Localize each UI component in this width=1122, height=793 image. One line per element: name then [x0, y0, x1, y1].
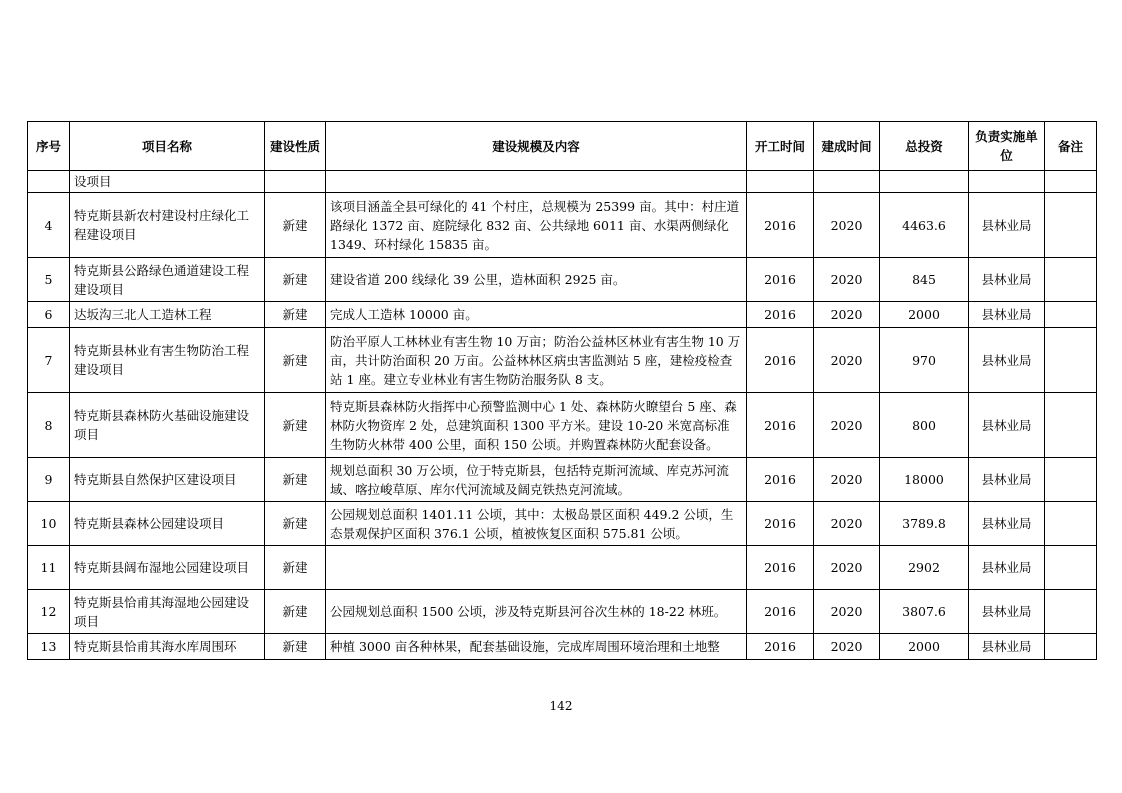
cell-nature: 新建 [265, 458, 326, 502]
header-invest: 总投资 [880, 122, 969, 171]
cell-content: 规划总面积 30 万公顷，位于特克斯县，包括特克斯河流域、库克苏河流域、喀拉峻草原、库尔代河流域及阔克铁热克河流域。 [326, 458, 747, 502]
cell-note [1045, 458, 1097, 502]
cell-name: 特克斯县恰甫其海水库周围环 [70, 634, 265, 660]
cell-nature [265, 171, 326, 193]
cell-seq [28, 171, 70, 193]
cell-finish: 2020 [814, 328, 880, 393]
cell-nature: 新建 [265, 502, 326, 546]
header-content: 建设规模及内容 [326, 122, 747, 171]
table-row [28, 302, 1097, 328]
cell-unit: 县林业局 [969, 302, 1045, 328]
cell-unit: 县林业局 [969, 546, 1045, 590]
cell-unit: 县林业局 [969, 258, 1045, 302]
cell-note [1045, 171, 1097, 193]
cell-seq: 11 [28, 546, 70, 590]
cell-name: 特克斯县恰甫其海湿地公园建设项目 [70, 590, 265, 634]
cell-invest [880, 171, 969, 193]
cell-name: 设项目 [70, 171, 265, 193]
header-nature: 建设性质 [265, 122, 326, 171]
cell-name: 达坂沟三北人工造林工程 [70, 302, 265, 328]
cell-unit [969, 171, 1045, 193]
cell-nature: 新建 [265, 258, 326, 302]
cell-note [1045, 590, 1097, 634]
cell-finish [814, 171, 880, 193]
header-seq: 序号 [28, 122, 70, 171]
cell-start: 2016 [747, 258, 814, 302]
cell-seq: 6 [28, 302, 70, 328]
cell-start: 2016 [747, 393, 814, 458]
cell-invest: 2902 [880, 546, 969, 590]
cell-name: 特克斯县森林防火基础设施建设项目 [70, 393, 265, 458]
cell-unit: 县林业局 [969, 328, 1045, 393]
header-unit: 负责实施单位 [969, 122, 1045, 171]
cell-unit: 县林业局 [969, 193, 1045, 258]
cell-nature: 新建 [265, 590, 326, 634]
cell-invest: 18000 [880, 458, 969, 502]
cell-nature: 新建 [265, 634, 326, 660]
table-row [28, 634, 1097, 660]
cell-note [1045, 546, 1097, 590]
cell-content: 建设省道 200 线绿化 39 公里，造林面积 2925 亩。 [326, 258, 747, 302]
cell-note [1045, 258, 1097, 302]
cell-unit: 县林业局 [969, 502, 1045, 546]
cell-invest: 845 [880, 258, 969, 302]
cell-unit: 县林业局 [969, 393, 1045, 458]
cell-unit: 县林业局 [969, 590, 1045, 634]
cell-finish: 2020 [814, 546, 880, 590]
header-name: 项目名称 [70, 122, 265, 171]
cell-seq: 5 [28, 258, 70, 302]
table-row [28, 546, 1097, 590]
continuation-row [28, 171, 1097, 193]
cell-note [1045, 328, 1097, 393]
cell-invest: 800 [880, 393, 969, 458]
cell-content: 公园规划总面积 1401.11 公顷，其中：太极岛景区面积 449.2 公顷，生态景观保护区面积 376.1 公顷，植被恢复区面积 575.81 公顷。 [326, 502, 747, 546]
table-row [28, 193, 1097, 258]
table-row [28, 393, 1097, 458]
cell-finish: 2020 [814, 302, 880, 328]
table-header-row [28, 122, 1097, 171]
header-finish: 建成时间 [814, 122, 880, 171]
cell-content: 种植 3000 亩各种林果，配套基础设施，完成库周围环境治理和土地整 [326, 634, 747, 660]
cell-name: 特克斯县自然保护区建设项目 [70, 458, 265, 502]
cell-nature: 新建 [265, 393, 326, 458]
cell-seq: 8 [28, 393, 70, 458]
cell-start: 2016 [747, 302, 814, 328]
cell-content: 完成人工造林 10000 亩。 [326, 302, 747, 328]
cell-finish: 2020 [814, 590, 880, 634]
cell-start: 2016 [747, 458, 814, 502]
project-table [27, 121, 1097, 660]
cell-note [1045, 393, 1097, 458]
cell-nature: 新建 [265, 546, 326, 590]
cell-invest: 4463.6 [880, 193, 969, 258]
table-row [28, 458, 1097, 502]
table-row [28, 590, 1097, 634]
cell-invest: 2000 [880, 302, 969, 328]
cell-note [1045, 302, 1097, 328]
cell-content: 公园规划总面积 1500 公顷，涉及特克斯县河谷次生林的 18-22 林班。 [326, 590, 747, 634]
cell-note [1045, 502, 1097, 546]
cell-unit: 县林业局 [969, 458, 1045, 502]
cell-seq: 13 [28, 634, 70, 660]
cell-start: 2016 [747, 546, 814, 590]
cell-seq: 9 [28, 458, 70, 502]
cell-start [747, 171, 814, 193]
cell-finish: 2020 [814, 634, 880, 660]
cell-finish: 2020 [814, 502, 880, 546]
table-row [28, 502, 1097, 546]
table-row [28, 328, 1097, 393]
cell-invest: 3789.8 [880, 502, 969, 546]
cell-seq: 4 [28, 193, 70, 258]
cell-unit: 县林业局 [969, 634, 1045, 660]
cell-nature: 新建 [265, 328, 326, 393]
cell-seq: 12 [28, 590, 70, 634]
cell-start: 2016 [747, 634, 814, 660]
cell-note [1045, 193, 1097, 258]
cell-finish: 2020 [814, 193, 880, 258]
cell-start: 2016 [747, 328, 814, 393]
cell-start: 2016 [747, 502, 814, 546]
page-number: 142 [549, 699, 573, 713]
header-note: 备注 [1045, 122, 1097, 171]
cell-invest: 2000 [880, 634, 969, 660]
cell-finish: 2020 [814, 258, 880, 302]
cell-name: 特克斯县阔布湿地公园建设项目 [70, 546, 265, 590]
cell-nature: 新建 [265, 193, 326, 258]
cell-content: 特克斯县森林防火指挥中心预警监测中心 1 处、森林防火瞭望台 5 座、森林防火物资库 2 处，总建筑面积 1300 平方米。建设 10-20 米宽高标准生物防火林带 400 公里，面积 150 公顷。并购置森林防火配套设备。 [326, 393, 747, 458]
cell-start: 2016 [747, 193, 814, 258]
table-row [28, 258, 1097, 302]
cell-seq: 10 [28, 502, 70, 546]
cell-nature: 新建 [265, 302, 326, 328]
cell-name: 特克斯县公路绿色通道建设工程建设项目 [70, 258, 265, 302]
cell-name: 特克斯县新农村建设村庄绿化工程建设项目 [70, 193, 265, 258]
cell-start: 2016 [747, 590, 814, 634]
cell-invest: 3807.6 [880, 590, 969, 634]
cell-finish: 2020 [814, 458, 880, 502]
header-start: 开工时间 [747, 122, 814, 171]
cell-invest: 970 [880, 328, 969, 393]
cell-name: 特克斯县森林公园建设项目 [70, 502, 265, 546]
cell-seq: 7 [28, 328, 70, 393]
cell-content: 该项目涵盖全县可绿化的 41 个村庄，总规模为 25399 亩。其中：村庄道路绿化 1372 亩、庭院绿化 832 亩、公共绿地 6011 亩、水渠两侧绿化 1349、环村绿化 15835 亩。 [326, 193, 747, 258]
cell-content: 防治平原人工林林业有害生物 10 万亩；防治公益林区林业有害生物 10 万亩，共计防治面积 20 万亩。公益林林区病虫害监测站 5 座，建检疫检查站 1 座。建立专业林业有害生物防治服务队 8 支。 [326, 328, 747, 393]
cell-content [326, 171, 747, 193]
cell-finish: 2020 [814, 393, 880, 458]
cell-content [326, 546, 747, 590]
cell-note [1045, 634, 1097, 660]
cell-name: 特克斯县林业有害生物防治工程建设项目 [70, 328, 265, 393]
